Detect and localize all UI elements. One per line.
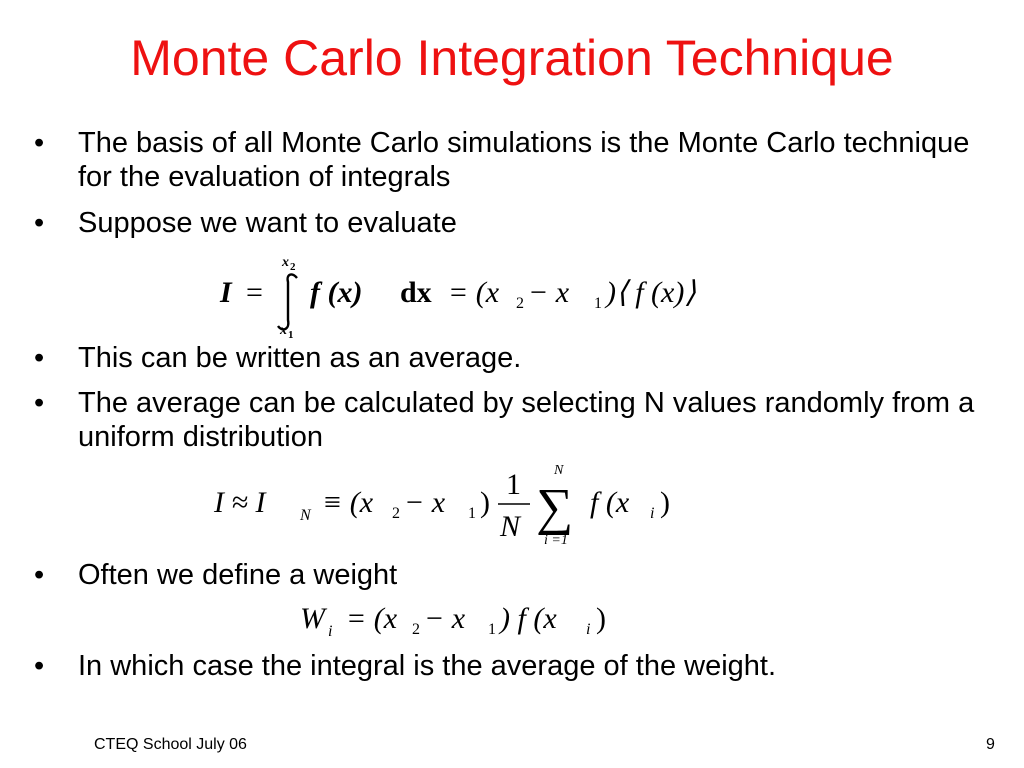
bullet-icon: • [34, 650, 45, 682]
summand-close: ) [660, 486, 670, 519]
integrand: f (x) [310, 276, 363, 309]
upper-limit: x [282, 255, 289, 270]
weight-lhs: W [300, 602, 325, 635]
bullet-text: The basis of all Monte Carlo simulations is the Monte Carlo technique for the evaluation of integrals [78, 127, 970, 193]
average-equation [210, 460, 690, 550]
bullet-text: The average can be calculated by selecting N values randomly from a uniform distribution [78, 387, 975, 453]
rhs-open: = (x [448, 276, 500, 309]
bullet-text: Often we define a weight [78, 559, 398, 591]
rhs-close: )⟨ f (x)⟩ [606, 276, 697, 309]
fraction-numerator: 1 [506, 468, 521, 501]
eq-lhs: I [220, 276, 232, 309]
weight-minus: − x [424, 602, 466, 635]
eq-equals: = [246, 276, 263, 309]
avg-sub1: 1 [468, 505, 476, 522]
rhs-minus: − x [528, 276, 570, 309]
bullet-icon: • [34, 387, 45, 419]
summand-sub: i [650, 505, 655, 522]
weight-lhs-sub: i [328, 623, 333, 640]
avg-equiv: ≡ (x [322, 486, 374, 519]
weight-sub1: 1 [488, 621, 496, 638]
bullet-icon: • [34, 207, 45, 239]
summand: f (x [590, 486, 630, 519]
weight-sub2: 2 [412, 621, 420, 638]
integral-equation [210, 244, 750, 340]
sum-symbol: ∑ [536, 479, 574, 536]
sum-upper-limit: N [554, 463, 564, 478]
slide-title: Monte Carlo Integration Technique [130, 30, 894, 86]
weight-mid: ) f (x [500, 602, 557, 635]
differential: dx [400, 276, 432, 309]
avg-lhs-sub: N [300, 507, 311, 524]
footer-text: CTEQ School July 06 [94, 736, 247, 753]
lower-limit: x [280, 323, 287, 338]
lower-limit-sub: 1 [288, 329, 294, 340]
bullet-icon: • [34, 559, 45, 591]
weight-equation [296, 596, 626, 642]
weight-sub-i: i [586, 621, 591, 638]
upper-limit-sub: 2 [290, 261, 296, 273]
weight-rhs: = (x [346, 602, 398, 635]
bullet-text: This can be written as an average. [78, 342, 522, 374]
fraction-denominator: N [500, 510, 521, 543]
bullet-icon: • [34, 127, 45, 159]
bullet-icon: • [34, 342, 45, 374]
avg-sub2: 2 [392, 505, 400, 522]
page-number: 9 [986, 736, 995, 753]
sum-lower-limit: i =1 [544, 533, 568, 548]
avg-lhs: I ≈ I [214, 486, 266, 519]
integral-sign [278, 275, 297, 330]
avg-close: ) [480, 486, 490, 519]
avg-minus: − x [404, 486, 446, 519]
bullet-text: Suppose we want to evaluate [78, 207, 457, 239]
weight-close: ) [596, 602, 606, 635]
rhs-sub1: 1 [594, 295, 602, 312]
rhs-sub2: 2 [516, 295, 524, 312]
bullet-text: In which case the integral is the average of the weight. [78, 650, 777, 682]
